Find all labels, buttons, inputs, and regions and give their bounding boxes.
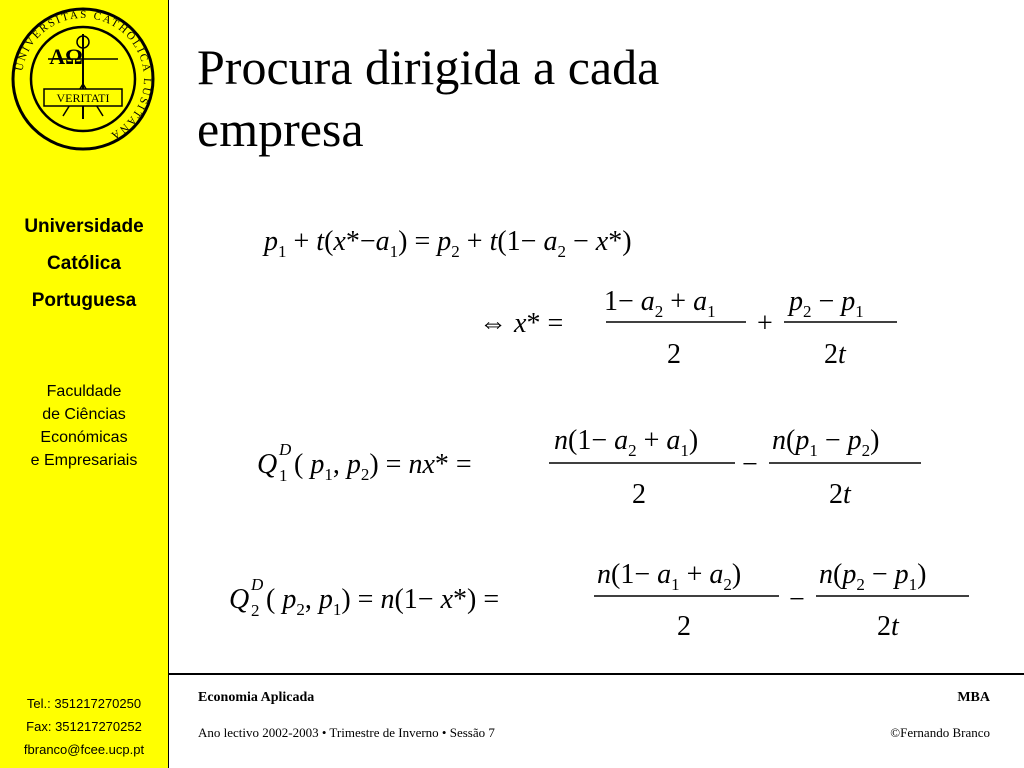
seal-motto: VERITATI xyxy=(56,91,110,105)
svg-text:( p2, p1) = n(1− x*) =: ( $p_2$, $p_1) = n(1- x*)$ = xyxy=(266,584,500,619)
university-name xyxy=(0,208,168,319)
faculty-name-line: Económicas xyxy=(40,429,128,446)
svg-text:2t: 2t xyxy=(824,339,846,370)
footer-divider xyxy=(169,673,1024,675)
contact-email: fbranco@fcee.ucp.pt xyxy=(23,742,145,757)
svg-text:2: 2 xyxy=(632,479,646,510)
seal-letters: AΩ xyxy=(49,44,83,69)
svg-text:−: − xyxy=(742,449,758,480)
slide-title-line: empresa xyxy=(197,101,364,157)
svg-text:1: 1 xyxy=(279,466,288,485)
equation-demand-firm-1 xyxy=(257,425,921,510)
svg-text:2t: 2t xyxy=(829,479,851,510)
contact-fax: Fax: 351217270252 xyxy=(26,719,142,734)
faculty-name-line: Faculdade xyxy=(46,383,122,400)
svg-text:⇔ x* =: ⇔ x* = xyxy=(479,308,564,339)
equations-block xyxy=(169,195,1009,655)
svg-text:2: 2 xyxy=(251,601,260,620)
footer-session: Ano lectivo 2002-2003 • Trimestre de Inverno • Sessão 7 xyxy=(198,725,495,740)
svg-text:n(p2 − p1): $n(p_2 - p_1)$ xyxy=(819,559,927,594)
svg-text:( p1, p2) = nx* =: ( $p_1$, $p_2) = nx*$ = xyxy=(294,449,472,484)
svg-text:1− a2 + a1: $1- a_2 + a_1$ xyxy=(604,286,716,321)
svg-text:p1 + t(x*−a1) = p2 + t(1− a2 −: $p_1 + t(x*-a_1) = p_2 + t(1- a_2 - x*)$ xyxy=(264,226,632,261)
university-seal-logo xyxy=(8,4,158,154)
svg-text:n(1− a1 + a2): $n(1- a_1 + a_2)$ xyxy=(597,559,742,594)
contact-phone: Tel.: 351217270250 xyxy=(26,696,142,711)
svg-text:+: + xyxy=(757,308,773,339)
sidebar xyxy=(0,0,168,768)
seal-ring-text: UNIVERSITAS CATHOLICA LUSITANA xyxy=(13,8,154,143)
university-name-line: Portuguesa xyxy=(31,290,137,311)
equation-demand-firm-2 xyxy=(229,559,969,642)
svg-text:D: D xyxy=(279,440,292,459)
svg-text:n(p1 − p2): $n(p_1 - p_2)$ xyxy=(772,425,880,460)
svg-text:2: 2 xyxy=(667,339,681,370)
svg-text:D: D xyxy=(251,575,264,594)
university-name-line: Católica xyxy=(47,253,121,274)
svg-text:n(1− a2 + a1): $n(1- a_2 + a_1)$ xyxy=(554,425,699,460)
svg-text:2: 2 xyxy=(677,611,691,642)
svg-text:Q: Q xyxy=(229,584,250,615)
svg-text:2t: 2t xyxy=(877,611,899,642)
footer-author: ©Fernando Branco xyxy=(890,725,990,740)
slide-title-line: Procura dirigida a cada xyxy=(197,39,660,95)
svg-text:p2 − p1: $p_2 - p_1$ xyxy=(789,286,864,321)
contact-info xyxy=(0,692,168,761)
equation-x-star xyxy=(479,286,897,370)
faculty-name-line: de Ciências xyxy=(42,406,126,423)
footer-program: MBA xyxy=(957,690,990,705)
slide-title xyxy=(197,36,997,160)
equation-indifference xyxy=(262,226,632,261)
faculty-name xyxy=(0,380,168,472)
faculty-name-line: e Empresariais xyxy=(30,452,138,469)
svg-text:Q: Q xyxy=(257,449,278,480)
footer-course: Economia Aplicada xyxy=(198,690,315,705)
university-name-line: Universidade xyxy=(24,216,144,237)
svg-text:−: − xyxy=(789,584,805,615)
